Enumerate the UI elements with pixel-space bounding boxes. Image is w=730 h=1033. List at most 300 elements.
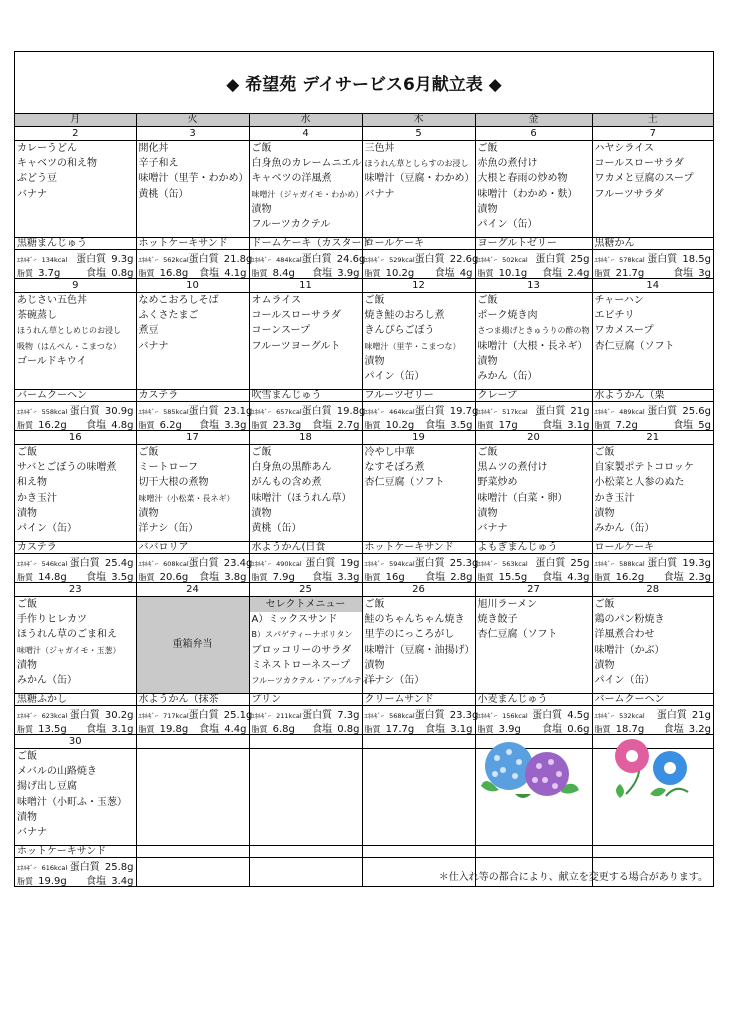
fat-group	[252, 568, 295, 585]
fat-value: 10.1g	[498, 268, 528, 279]
protein-label: 蛋白質	[647, 558, 678, 569]
protein-label: 蛋白質	[69, 710, 100, 721]
nutrition-cell	[249, 250, 366, 279]
fat-label: 脂質	[477, 269, 494, 278]
snack-cell: クリームサンド	[362, 694, 475, 706]
protein-label: 蛋白質	[535, 406, 566, 417]
salt-value: 4.4g	[224, 724, 247, 735]
menu-item: 漬物	[594, 507, 615, 519]
protein-value: 25.3g	[449, 558, 479, 569]
fat-value: 18.7g	[615, 724, 645, 735]
salt-label: 食塩	[312, 724, 333, 735]
date-cell: 18	[249, 431, 362, 445]
protein-value: 19.3g	[682, 558, 711, 569]
menu-item: バナナ	[17, 827, 47, 839]
fat-label: 脂質	[477, 573, 494, 582]
fat-label: 脂質	[138, 421, 155, 430]
salt-group	[86, 264, 133, 281]
fat-group	[17, 416, 67, 433]
energy-value: 585kcal	[163, 408, 189, 416]
date-cell: 24	[136, 583, 249, 597]
weekday-header: 月	[15, 114, 136, 127]
menu-item: バナナ	[138, 340, 169, 352]
menu-item: 味噌汁（豆腐・油揚げ）	[364, 644, 475, 656]
menu-item: チャーハン	[594, 295, 644, 306]
energy-label: ｴﾈﾙｷﾞｰ	[251, 560, 271, 568]
salt-group	[86, 720, 133, 737]
menu-cell	[475, 293, 592, 390]
menu-item: なめこおろしそば	[138, 295, 219, 306]
salt-label: 食塩	[542, 420, 563, 431]
protein-value: 23.4g	[223, 558, 253, 569]
protein-value: 25g	[570, 254, 590, 265]
menu-item: バナナ	[17, 188, 47, 200]
menu-item: 漬物	[364, 659, 385, 671]
menu-item: 切干大根の煮物	[138, 477, 209, 489]
menu-cell	[592, 141, 713, 238]
menu-cell	[362, 445, 475, 542]
fat-value: 7.2g	[615, 420, 638, 431]
protein-value: 25.4g	[104, 558, 134, 569]
energy-label: ｴﾈﾙｷﾞｰ	[477, 408, 497, 416]
menu-item: コールスローサラダ	[594, 158, 684, 170]
protein-label: 蛋白質	[69, 862, 100, 873]
menu-item: パイン（缶）	[594, 675, 655, 687]
energy-label: ｴﾈﾙｷﾞｰ	[17, 864, 37, 872]
menu-cell	[362, 597, 475, 694]
fat-group	[595, 416, 638, 433]
energy-label: ｴﾈﾙｷﾞｰ	[251, 256, 271, 264]
salt-label: 食塩	[673, 268, 694, 279]
fat-group	[478, 568, 528, 585]
protein-value: 25.6g	[682, 406, 711, 417]
salt-label: 食塩	[312, 420, 333, 431]
menu-item: 漬物	[251, 507, 272, 519]
salt-label: 食塩	[199, 420, 220, 431]
menu-item: ワカメと豆腐のスープ	[594, 173, 694, 185]
fat-value: 16.2g	[38, 420, 67, 431]
energy-label: ｴﾈﾙｷﾞｰ	[364, 256, 384, 264]
menu-item: ミネストローネスープ	[251, 659, 350, 671]
date-cell: 11	[249, 279, 362, 293]
menu-item: 黄桃（缶）	[138, 188, 189, 200]
menu-item: 野菜炒め	[477, 477, 518, 489]
salt-value: 0.6g	[567, 724, 590, 735]
fat-group	[17, 264, 60, 281]
energy-value: 490kcal	[276, 560, 302, 568]
nutrition-cell	[15, 250, 136, 279]
fat-label: 脂質	[594, 421, 611, 430]
salt-value: 0.8g	[111, 268, 134, 279]
salt-group	[435, 264, 473, 281]
salt-label: 食塩	[312, 572, 333, 583]
menu-item: ワカメスープ	[594, 325, 654, 337]
menu-item: 味噌汁（白菜・卵）	[477, 492, 568, 504]
snack-cell	[592, 846, 713, 858]
menu-cell	[475, 597, 592, 694]
date-cell: 7	[592, 127, 713, 141]
menu-item: かき玉汁	[594, 492, 635, 504]
salt-value: 0.8g	[337, 724, 360, 735]
menu-item: B）スパゲティーナポリタン	[251, 630, 353, 640]
energy-value: 616kcal	[41, 864, 68, 872]
fat-label: 脂質	[17, 421, 33, 430]
nutrition-cell	[249, 554, 362, 583]
menu-item: 冷やし中華	[364, 447, 415, 458]
fat-salt-line	[478, 568, 590, 582]
snack-cell	[136, 846, 249, 858]
snack-row	[15, 694, 713, 706]
salt-label: 食塩	[542, 724, 563, 735]
fat-group	[365, 720, 415, 737]
menu-item: ご飯	[364, 599, 385, 610]
protein-value: 4.5g	[567, 710, 590, 721]
salt-group	[664, 568, 711, 585]
snack-cell: ロールケーキ	[362, 238, 475, 250]
nutrition-row	[15, 554, 713, 583]
salt-label: 食塩	[86, 268, 107, 279]
energy-label: ｴﾈﾙｷﾞｰ	[17, 560, 37, 568]
menu-item: 味噌汁（わかめ・麩）	[477, 188, 578, 200]
date-row	[15, 127, 713, 141]
fat-value: 3.9g	[498, 724, 521, 735]
fat-label: 脂質	[594, 573, 611, 582]
nutrition-cell	[136, 402, 253, 431]
menu-item: コーンスープ	[251, 325, 310, 337]
menu-cell	[592, 445, 713, 542]
salt-group	[199, 416, 246, 433]
menu-item: ゴールドキウイ	[17, 355, 87, 367]
salt-label: 食塩	[86, 876, 107, 887]
snack-cell: クレープ	[475, 390, 592, 402]
fat-value: 16g	[385, 572, 405, 583]
weekday-header: 水	[249, 114, 362, 127]
menu-item: バナナ	[477, 523, 508, 535]
menu-item: なすそぼろ煮	[364, 462, 425, 474]
energy-value: 563kcal	[502, 560, 528, 568]
snack-cell: 小麦まんじゅう	[475, 694, 592, 706]
date-cell: 16	[15, 431, 136, 445]
salt-group	[542, 568, 589, 585]
menu-item: 漬物	[364, 355, 385, 367]
fat-label: 脂質	[17, 573, 33, 582]
date-cell: 25	[249, 583, 362, 597]
energy-label: ｴﾈﾙｷﾞｰ	[251, 712, 271, 720]
protein-value: 21g	[691, 710, 711, 721]
menu-item: キャベツの洋風煮	[251, 173, 332, 185]
menu-item: 洋風煮合わせ	[594, 629, 655, 641]
energy-label: ｴﾈﾙｷﾞｰ	[594, 560, 614, 568]
salt-value: 3.5g	[111, 572, 134, 583]
protein-label: 蛋白質	[414, 406, 445, 417]
protein-value: 19.7g	[449, 406, 479, 417]
menu-item: 漬物	[477, 203, 498, 215]
nutrition-cell	[592, 402, 713, 431]
menu-item: 小松菜と人参のぬた	[594, 477, 685, 489]
fat-value: 10.2g	[385, 268, 415, 279]
fat-label: 脂質	[138, 269, 155, 278]
fat-label: 脂質	[594, 269, 611, 278]
menu-item: 杏仁豆腐（ソフト	[594, 340, 675, 352]
menu-item: 漬物	[17, 507, 37, 519]
fat-label: 脂質	[17, 725, 33, 734]
protein-label: 蛋白質	[532, 710, 563, 721]
salt-label: 食塩	[425, 724, 446, 735]
snack-cell: カステラ	[136, 390, 249, 402]
energy-value: 608kcal	[163, 560, 189, 568]
energy-value: 623kcal	[41, 712, 68, 720]
salt-group	[542, 416, 589, 433]
energy-label: ｴﾈﾙｷﾞｰ	[138, 560, 158, 568]
fat-group	[478, 720, 521, 737]
snack-row	[15, 238, 713, 250]
salt-value: 3g	[698, 268, 711, 279]
menu-item: きんぴらごぼう	[364, 325, 435, 337]
snack-cell: ヨーグルトゼリー	[475, 238, 592, 250]
fat-value: 14.8g	[38, 572, 67, 583]
protein-value: 18.5g	[682, 254, 711, 265]
energy-value: 156kcal	[502, 712, 528, 720]
menu-item: コールスローサラダ	[251, 310, 341, 322]
menu-item: 漬物	[17, 659, 37, 671]
menu-item: メバルの山路焼き	[17, 766, 97, 778]
nutrition-cell	[249, 858, 362, 887]
energy-label: ｴﾈﾙｷﾞｰ	[594, 408, 614, 416]
protein-value: 9.3g	[111, 254, 134, 265]
menu-item: ミートローフ	[138, 462, 198, 474]
energy-label: ｴﾈﾙｷﾞｰ	[17, 408, 37, 416]
date-cell: 19	[362, 431, 475, 445]
energy-label: ｴﾈﾙｷﾞｰ	[477, 256, 497, 264]
protein-label: 蛋白質	[76, 254, 107, 265]
menu-row	[15, 141, 713, 238]
fat-label: 脂質	[138, 573, 155, 582]
energy-label: ｴﾈﾙｷﾞｰ	[364, 560, 384, 568]
footnote: ＊仕入れ等の都合により、献立を変更する場合があります。	[438, 872, 708, 883]
fat-group	[139, 568, 189, 585]
date-cell: 23	[15, 583, 136, 597]
nutrition-cell	[362, 402, 479, 431]
date-cell: 14	[592, 279, 713, 293]
menu-item: みかん（缶）	[17, 675, 77, 687]
salt-group	[425, 416, 472, 433]
date-cell: 9	[15, 279, 136, 293]
protein-label: 蛋白質	[301, 406, 332, 417]
fat-label: 脂質	[477, 725, 494, 734]
fat-value: 6.8g	[272, 724, 295, 735]
menu-item: 味噌汁（かぶ）	[594, 644, 665, 656]
protein-label: 蛋白質	[188, 710, 219, 721]
menu-item: ブロッコリーのサラダ	[251, 644, 352, 656]
menu-item: 重箱弁当	[172, 639, 213, 651]
snack-cell: フルーツゼリー	[362, 390, 475, 402]
menu-item: ご飯	[364, 295, 385, 306]
energy-value: 134kcal	[41, 256, 68, 264]
menu-item: 和え物	[17, 477, 47, 489]
menu-item: みかん（缶）	[477, 371, 538, 383]
protein-label: 蛋白質	[535, 254, 566, 265]
energy-value: 546kcal	[41, 560, 68, 568]
menu-item: 鮭のちゃんちゃん焼き	[364, 614, 465, 626]
protein-label: 蛋白質	[302, 710, 333, 721]
salt-group	[86, 568, 133, 585]
salt-value: 3.2g	[688, 724, 711, 735]
protein-label: 蛋白質	[535, 558, 566, 569]
menu-item: パイン（缶）	[17, 523, 77, 535]
nutrition-cell	[249, 402, 366, 431]
fat-value: 21.7g	[615, 268, 645, 279]
menu-item: 辛子和え	[138, 158, 179, 170]
protein-value: 19.8g	[336, 406, 366, 417]
fat-group	[478, 264, 528, 281]
protein-label: 蛋白質	[414, 558, 445, 569]
fat-value: 16.2g	[615, 572, 645, 583]
date-cell: 3	[136, 127, 249, 141]
snack-cell: バームクーヘン	[15, 390, 136, 402]
protein-label: 蛋白質	[301, 254, 332, 265]
menu-item: バナナ	[364, 188, 395, 200]
menu-item: 漬物	[17, 811, 37, 823]
menu-cell	[592, 597, 713, 694]
menu-item: 赤魚の煮付け	[477, 158, 538, 170]
menu-cell	[136, 445, 249, 542]
protein-value: 30.2g	[104, 710, 134, 721]
fat-label: 脂質	[364, 573, 381, 582]
menu-item: サバとごぼうの味噌煮	[17, 462, 117, 474]
menu-item: 黒ムツの煮付け	[477, 462, 548, 474]
fat-label: 脂質	[251, 573, 268, 582]
date-cell: 20	[475, 431, 592, 445]
menu-item: ポーク焼き肉	[477, 310, 538, 322]
menu-item: A）ミックスサンド	[251, 614, 338, 626]
fat-group	[139, 720, 189, 737]
menu-item: 杏仁豆腐（ソフト	[477, 629, 558, 641]
energy-value: 717kcal	[163, 712, 189, 720]
menu-item: 味噌汁（里芋・こまつな）	[364, 341, 461, 351]
protein-value: 21.8g	[223, 254, 253, 265]
fat-group	[17, 720, 67, 737]
menu-cell	[249, 445, 362, 542]
nutrition-cell	[592, 706, 713, 735]
salt-group	[542, 264, 589, 281]
salt-label: 食塩	[199, 268, 220, 279]
salt-value: 3.9g	[337, 268, 360, 279]
nutrition-cell	[15, 858, 136, 887]
fat-value: 13.5g	[38, 724, 67, 735]
energy-value: 502kcal	[502, 256, 528, 264]
menu-item: がんもの含め煮	[251, 477, 322, 489]
salt-group	[425, 568, 472, 585]
salt-value: 3.3g	[337, 572, 360, 583]
salt-label: 食塩	[86, 572, 107, 583]
snack-cell: カステラ	[15, 542, 136, 554]
menu-item: 焼き鮭のおろし煮	[364, 310, 445, 322]
nutrition-cell	[475, 250, 592, 279]
protein-label: 蛋白質	[188, 254, 219, 265]
salt-value: 2.4g	[567, 268, 590, 279]
protein-value: 22.6g	[449, 254, 479, 265]
date-cell: 21	[592, 431, 713, 445]
menu-item: ご飯	[477, 295, 498, 306]
fat-group	[365, 264, 415, 281]
energy-value: 532kcal	[619, 712, 645, 720]
menu-item: さつま揚げときゅうりの酢の物	[477, 326, 590, 336]
menu-cell	[475, 141, 592, 238]
fat-value: 6.2g	[159, 420, 182, 431]
salt-label: 食塩	[425, 572, 446, 583]
date-cell: 12	[362, 279, 475, 293]
fat-label: 脂質	[477, 421, 494, 430]
snack-cell: ホットケーキサンド	[15, 846, 136, 858]
energy-label: ｴﾈﾙｷﾞｰ	[364, 408, 384, 416]
menu-item: オムライス	[251, 295, 302, 306]
nutrition-cell	[362, 250, 479, 279]
snack-cell: ホットケーキサンド	[136, 238, 249, 250]
salt-label: 食塩	[542, 572, 563, 583]
menu-item: フルーツカクテル・アップルティー	[251, 676, 377, 686]
salt-value: 3.4g	[111, 876, 134, 887]
date-cell: 30	[15, 735, 136, 749]
fat-group	[478, 416, 518, 433]
menu-item: 味噌汁（ジャガイモ・わかめ）	[251, 189, 364, 199]
protein-label: 蛋白質	[647, 406, 678, 417]
energy-label: ｴﾈﾙｷﾞｰ	[17, 712, 37, 720]
snack-cell: ドームケーキ（カスタード	[249, 238, 362, 250]
nutrition-cell	[249, 706, 362, 735]
nutrition-cell	[475, 402, 592, 431]
fat-group	[252, 264, 295, 281]
menu-item: 大根と春雨の炒め物	[477, 173, 568, 185]
date-cell: 17	[136, 431, 249, 445]
menu-row	[15, 445, 713, 542]
protein-label: 蛋白質	[188, 406, 219, 417]
protein-value: 30.9g	[104, 406, 134, 417]
fat-label: 脂質	[17, 269, 33, 278]
nutrition-cell	[136, 706, 253, 735]
snack-cell: 水ようかん（抹茶	[136, 694, 249, 706]
salt-value: 4.3g	[567, 572, 590, 583]
menu-item: セレクトメニュー	[250, 597, 362, 612]
energy-label: ｴﾈﾙｷﾞｰ	[17, 256, 37, 264]
salt-value: 2.7g	[337, 420, 360, 431]
salt-group	[199, 720, 246, 737]
menu-item: ご飯	[594, 447, 615, 458]
energy-label: ｴﾈﾙｷﾞｰ	[138, 408, 158, 416]
menu-item: フルーツカクテル	[251, 219, 331, 231]
fat-group	[17, 568, 67, 585]
menu-item: 三色丼	[364, 143, 395, 154]
energy-value: 594kcal	[389, 560, 415, 568]
hydrangea-illustration	[475, 736, 585, 802]
energy-label: ｴﾈﾙｷﾞｰ	[364, 712, 384, 720]
menu-cell	[362, 141, 475, 238]
menu-cell	[15, 445, 136, 542]
menu-item: みかん（缶）	[594, 523, 655, 535]
weekday-header-row	[15, 114, 713, 127]
nutrition-row	[15, 250, 713, 279]
salt-label: 食塩	[663, 572, 684, 583]
menu-item: パイン（缶）	[477, 219, 538, 231]
menu-item: 漬物	[251, 203, 272, 215]
fat-value: 8.4g	[272, 268, 295, 279]
menu-item: ご飯	[17, 599, 37, 610]
menu-item: 鶏のパン粉焼き	[594, 614, 665, 626]
salt-group	[86, 416, 133, 433]
weekday-header: 火	[136, 114, 249, 127]
nutrition-cell	[15, 706, 136, 735]
salt-value: 3.1g	[111, 724, 134, 735]
nutrition-row	[15, 402, 713, 431]
